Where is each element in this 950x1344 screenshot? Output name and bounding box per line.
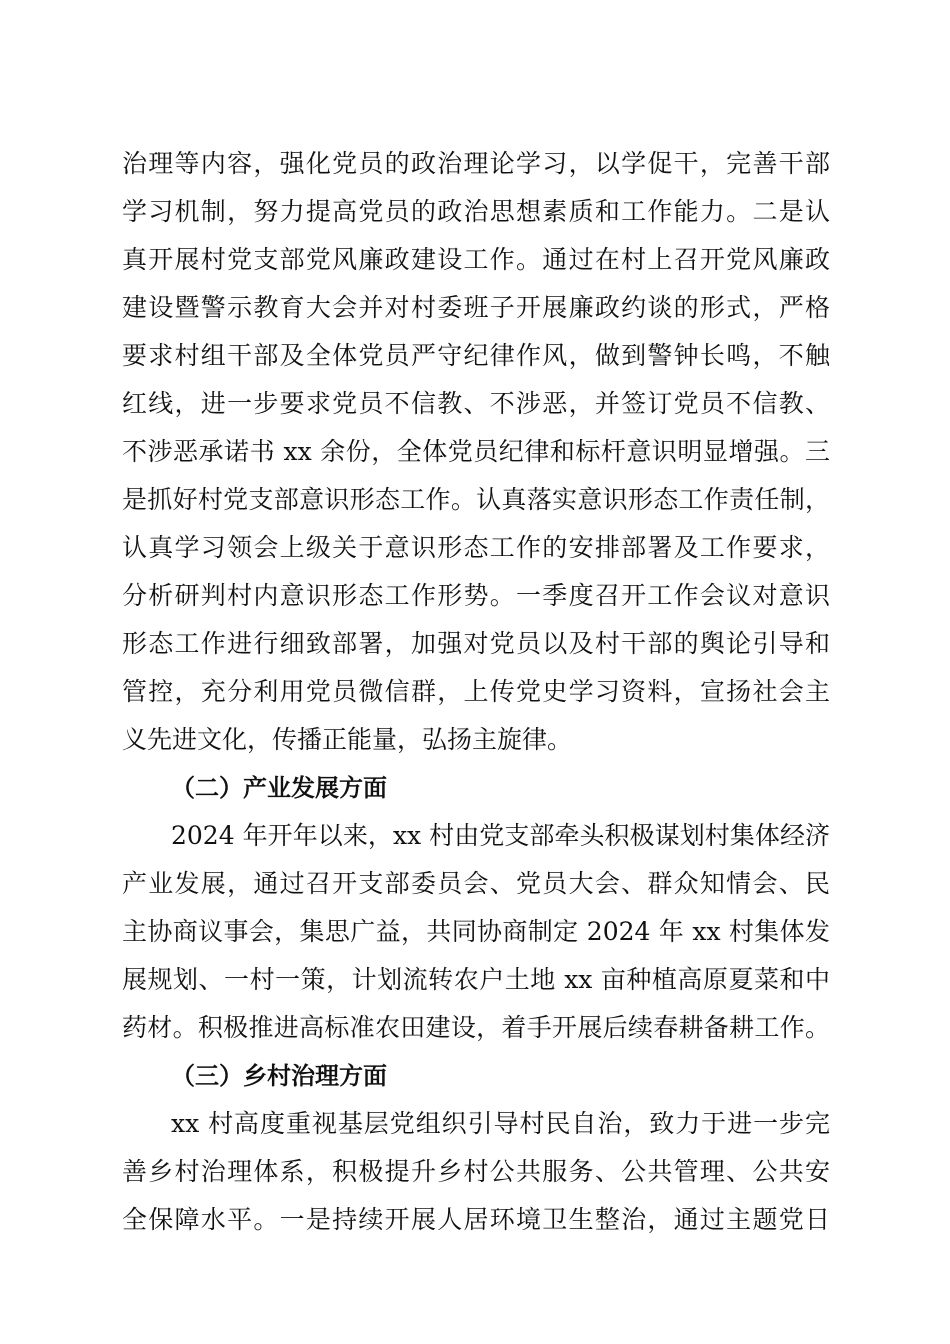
paragraph-2-line-4: 展规划、一村一策，计划流转农户土地 xx 亩种植高原夏菜和中 [122, 965, 830, 994]
paragraph-1-line-12: 管控，充分利用党员微信群，上传党史学习资料，宣扬社会主 [122, 677, 830, 706]
paragraph-1-line-7: 不涉恶承诺书 xx 余份，全体党员纪律和标杆意识明显增强。三 [122, 437, 830, 466]
paragraph-1-line-5: 要求村组干部及全体党员严守纪律作风，做到警钟长鸣，不触 [122, 341, 830, 370]
paragraph-1-line-2: 学习机制，努力提高党员的政治思想素质和工作能力。二是认 [122, 197, 830, 226]
paragraph-3-line-3: 全保障水平。一是持续开展人居环境卫生整治，通过主题党日 [122, 1205, 830, 1234]
paragraph-3-line-1: xx 村高度重视基层党组织引导村民自治，致力于进一步完 [171, 1109, 830, 1138]
section-heading-governance: （三）乡村治理方面 [171, 1062, 387, 1090]
section-heading-industry: （二）产业发展方面 [171, 774, 387, 802]
paragraph-1-line-11: 形态工作进行细致部署，加强对党员以及村干部的舆论引导和 [122, 629, 830, 658]
paragraph-1-line-1: 治理等内容，强化党员的政治理论学习，以学促干，完善干部 [122, 149, 830, 178]
paragraph-1-line-8: 是抓好村党支部意识形态工作。认真落实意识形态工作责任制， [122, 485, 830, 514]
paragraph-1-line-3: 真开展村党支部党风廉政建设工作。通过在村上召开党风廉政 [122, 245, 830, 274]
paragraph-1-line-4: 建设暨警示教育大会并对村委班子开展廉政约谈的形式，严格 [122, 293, 830, 322]
paragraph-2-line-5: 药材。积极推进高标准农田建设，着手开展后续春耕备耕工作。 [122, 1013, 830, 1042]
paragraph-3-line-2: 善乡村治理体系，积极提升乡村公共服务、公共管理、公共安 [122, 1157, 830, 1186]
paragraph-2-line-1: 2024 年开年以来，xx 村由党支部牵头积极谋划村集体经济 [171, 821, 830, 850]
paragraph-1-line-6: 红线，进一步要求党员不信教、不涉恶，并签订党员不信教、 [122, 389, 830, 418]
paragraph-1-line-9: 认真学习领会上级关于意识形态工作的安排部署及工作要求， [122, 533, 830, 562]
paragraph-2-line-3: 主协商议事会，集思广益，共同协商制定 2024 年 xx 村集体发 [122, 917, 830, 946]
paragraph-1-line-10: 分析研判村内意识形态工作形势。一季度召开工作会议对意识 [122, 581, 830, 610]
paragraph-2-line-2: 产业发展，通过召开支部委员会、党员大会、群众知情会、民 [122, 869, 830, 898]
paragraph-1-line-13: 义先进文化，传播正能量，弘扬主旋律。 [122, 725, 573, 754]
